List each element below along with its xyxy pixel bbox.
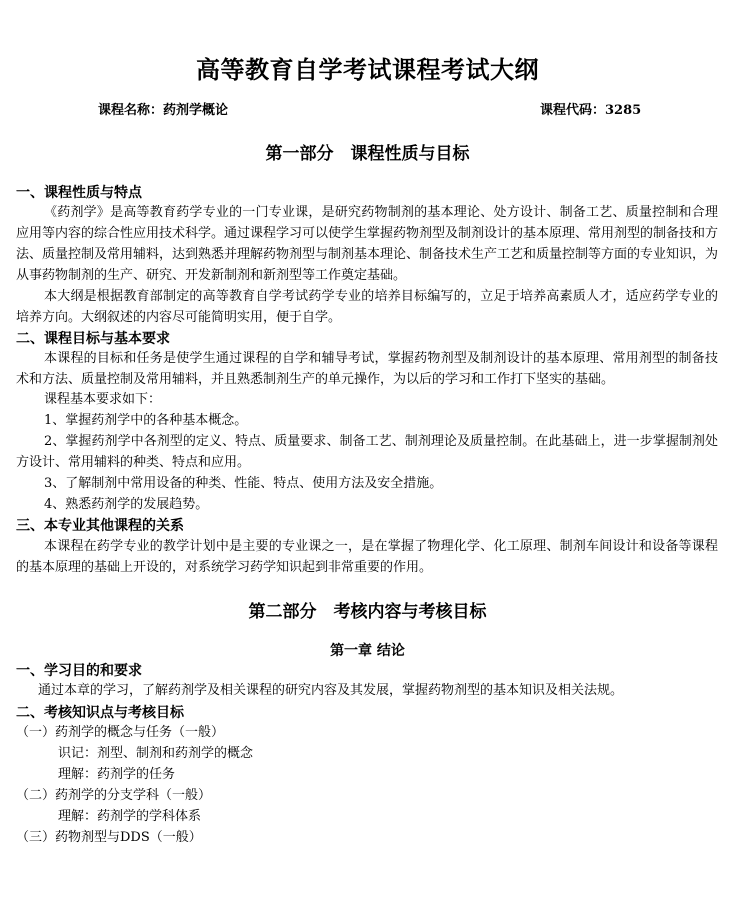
knowledge-item-1a: 识记：剂型、制剂和药剂学的概念 xyxy=(58,746,254,761)
requirement-item-2: 2、掌握药剂学中各剂型的定义、特点、质量要求、制备工艺、制剂理论及质量控制。在此基础上，进一步掌握制剂处方设计、常用辅料的种类、特点和应用。 xyxy=(16,434,718,470)
paragraph-nature-2: 本大纲是根据教育部制定的高等教育自学考试药学专业的培养目标编写的，立足于培养高素质人才，适应药学专业的培养方向。大纲叙述的内容尽可能简明实用，便于自学。 xyxy=(16,289,718,325)
section-heading-goals: 二、课程目标与基本要求 xyxy=(16,331,170,347)
knowledge-item-3: （三）药物剂型与DDS（一般） xyxy=(16,830,202,845)
knowledge-item-1b: 理解：药剂学的任务 xyxy=(58,767,176,782)
part1-title: 第一部分 课程性质与目标 xyxy=(265,144,470,164)
section-heading-purpose: 一、学习目的和要求 xyxy=(16,663,142,679)
requirement-item-4: 4、熟悉药剂学的发展趋势。 xyxy=(44,497,209,512)
section-heading-nature: 一、课程性质与特点 xyxy=(16,185,142,201)
requirement-item-1: 1、掌握药剂学中的各种基本概念。 xyxy=(44,413,248,428)
requirements-title: 课程基本要求如下： xyxy=(44,392,162,407)
part2-title: 第二部分 考核内容与考核目标 xyxy=(248,602,487,622)
section-heading-relations: 三、本专业其他课程的关系 xyxy=(16,518,184,534)
paragraph-goals-1: 本课程的目标和任务是使学生通过课程的自学和辅导考试，掌握药物剂型及制剂设计的基本原理、常用剂型的制备技术和方法、质量控制及常用辅料，并且熟悉制剂生产的单元操作，为以后的学习和工作打下坚实的基础。 xyxy=(16,351,718,387)
course-name: 课程名称：药剂学概论 xyxy=(98,103,229,118)
knowledge-item-2: （二）药剂学的分支学科（一般） xyxy=(16,788,212,803)
paragraph-relations-1: 本课程在药学专业的教学计划中是主要的专业课之一，是在掌握了物理化学、化工原理、制剂车间设计和设备等课程的基本原理的基础上开设的，对系统学习药学知识起到非常重要的作用。 xyxy=(16,539,718,575)
requirement-item-3: 3、了解制剂中常用设备的种类、性能、特点、使用方法及安全措施。 xyxy=(44,476,443,491)
document-title: 高等教育自学考试课程考试大纲 xyxy=(196,56,539,84)
course-code: 课程代码：3285 xyxy=(540,103,642,118)
paragraph-nature-1: 《药剂学》是高等教育药学专业的一门专业课，是研究药物制剂的基本理论、处方设计、制备工艺、质量控制和合理应用等内容的综合性应用技术科学。通过课程学习可以使学生掌握药物剂型及制剂设计的基本原理、常用剂型的制备技和方法、质量控制及常用辅料，达到熟悉并理解药物剂型与制剂基本理论、制备技术生产工艺和质量控制等方面的专业知识，为从事药物制剂的生产、研究、开发新制剂和新剂型等工作奠定基础。 xyxy=(16,205,719,283)
chapter-title: 第一章 结论 xyxy=(330,643,405,659)
section-heading-knowledge: 二、考核知识点与考核目标 xyxy=(16,705,184,721)
knowledge-item-1: （一）药剂学的概念与任务（一般） xyxy=(16,725,225,740)
knowledge-item-2a: 理解：药剂学的学科体系 xyxy=(58,809,202,824)
purpose-text: 通过本章的学习，了解药剂学及相关课程的研究内容及其发展，掌握药物剂型的基本知识及相关法规。 xyxy=(38,683,624,698)
